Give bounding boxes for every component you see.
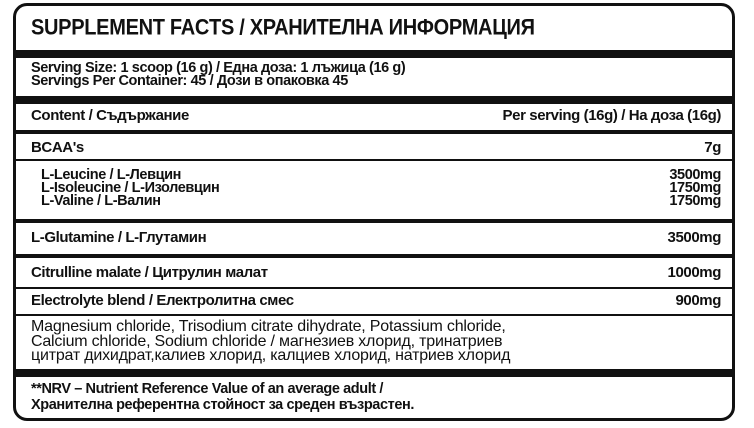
electrolyte-ingredients-line-1: Magnesium chloride, Trisodium citrate dihydrate, Potassium chloride, — [31, 318, 506, 335]
footnote-line-2: Хранителна референтна стойност за среден възрастен. — [31, 397, 414, 413]
divider-thick-header — [16, 96, 732, 104]
panel-title: SUPPLEMENT FACTS / ХРАНИТЕЛНА ИНФОРМАЦИЯ — [31, 16, 535, 41]
servings-per-container: Servings Per Container: 45 / Дози в опаковка 45 — [31, 73, 348, 89]
divider-thick-top — [16, 50, 732, 58]
bcaa-amount: 7g — [704, 139, 721, 156]
isoleucine-amount: 1750mg — [669, 180, 721, 196]
glutamine-amount: 3500mg — [667, 229, 721, 246]
supplement-facts-panel — [13, 3, 735, 421]
divider-thick-bottom — [16, 369, 732, 377]
divider-header-bottom — [16, 130, 732, 134]
divider-glutamine — [16, 254, 732, 258]
glutamine-label: L-Glutamine / L-Глутамин — [31, 229, 207, 246]
electrolyte-ingredients-line-3: цитрат дихидрат,калиев хлорид, калциев хлорид, натриев хлорид — [31, 347, 511, 364]
header-per-serving: Per serving (16g) / На доза (16g) — [502, 107, 721, 124]
isoleucine-label: L-Isoleucine / L-Изолевцин — [41, 180, 220, 196]
electrolyte-label: Electrolyte blend / Електролитна смес — [31, 292, 294, 309]
divider-citrulline — [16, 287, 732, 289]
serving-size: Serving Size: 1 scoop (16 g) / Една доза: 1 лъжица (16 g) — [31, 60, 406, 76]
leucine-amount: 3500mg — [669, 167, 721, 183]
valine-amount: 1750mg — [669, 193, 721, 209]
valine-label: L-Valine / L-Валин — [41, 193, 161, 209]
footnote-line-1: **NRV – Nutrient Reference Value of an average adult / — [31, 381, 384, 397]
citrulline-amount: 1000mg — [667, 264, 721, 281]
divider-bcaa-bottom — [16, 219, 732, 223]
divider-bcaa — [16, 159, 732, 161]
electrolyte-amount: 900mg — [675, 292, 721, 309]
citrulline-label: Citrulline malate / Цитрулин малат — [31, 264, 268, 281]
leucine-label: L-Leucine / L-Левцин — [41, 167, 181, 183]
electrolyte-ingredients-line-2: Calcium chloride, Sodium chloride / магнезиев хлорид, тринатриев — [31, 332, 503, 350]
header-content: Content / Съдържание — [31, 107, 189, 124]
divider-electrolyte — [16, 314, 732, 316]
bcaa-label: BCAA's — [31, 139, 84, 156]
